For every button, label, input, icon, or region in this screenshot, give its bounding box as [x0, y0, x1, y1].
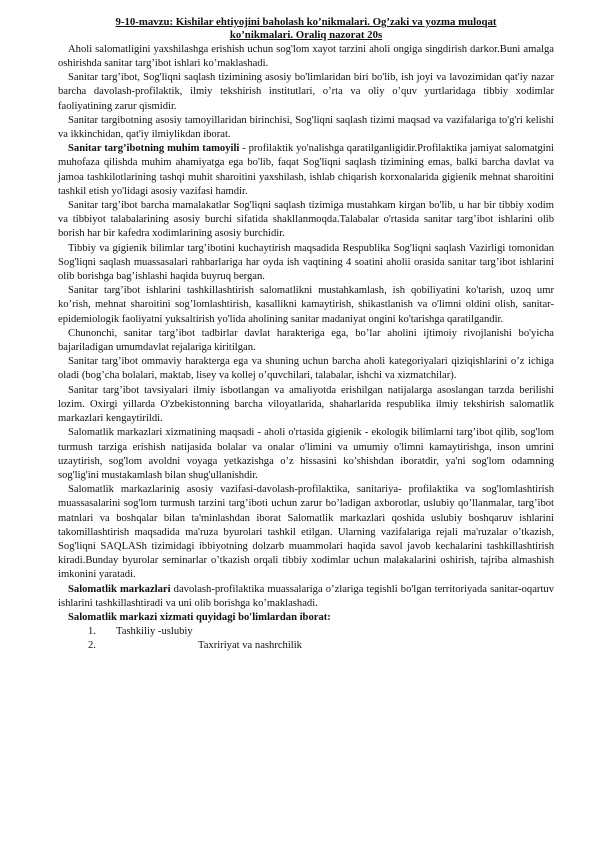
paragraph	[58, 355, 554, 383]
paragraph	[58, 384, 554, 427]
paragraph	[58, 43, 554, 71]
list-item	[58, 639, 554, 653]
paragraph	[58, 284, 554, 327]
paragraph-text: Chunonchi, sanitar targ’ibot tadbirlar davlat harakteriga ega, bo’lar aholini ijtimoiy rivojlanishi bo'yicha bajariladigan umumdavlat rejalariga kiritilgan.	[58, 327, 554, 354]
paragraph-text: davolash-profilaktika muassalariga o’zlariga tegishli bo'lgan territoriyada sanitar-oqartuv ishlarini tashkillashtiradi va uni olib borishga ko’maklashadi.	[58, 583, 554, 609]
paragraph	[58, 483, 554, 582]
paragraph-bold-lead: Salomatlik markazi xizmati quyidagi bo'limlardan iborat:	[68, 611, 331, 623]
title-line-2: ko’nikmalari. Oraliq nazorat 20s	[229, 29, 383, 42]
paragraph	[58, 583, 554, 611]
paragraph	[58, 327, 554, 355]
paragraph-text: Sanitar targ’ibot barcha mamalakatlar Sog'liqni saqlash tizimiga mustahkam kirgan bo'lib, u har bir tibbiy xodim va tibbiyot talabalarining asosiy burchi sifatida shakllanmoqda.Talabalar o'rtasida sanitar targ’ibot ishlarini olib borish har bir kafedra xodimlarining asosiy burchidir.	[58, 200, 554, 240]
paragraph	[58, 114, 554, 142]
paragraph-bold-lead: Salomatlik markazlari	[68, 583, 171, 595]
paragraph-text: - profilaktik yo'nalishga qaratilganligidir.Profilaktika jamiyat salomatgini muhofaza qilishda muhim ahamiyatga ega bo'lib, faqat Sog'liqni saqlash tizimining emas, balki barcha davlat va jamoa tashkilotlarining tashqi muhit sharoitini yaxshilash, ishlab chiqarish korxonalarida gigienik mehnat sharoitini tashkil etish yo'lidagi asosiy vazifasi hamdir.	[58, 143, 554, 197]
body-text	[58, 43, 554, 625]
paragraph-text: Sanitar targ’ibot ishlarini tashkillashtirish salomatlikni mustahkamlash, ish qobiliyatini ko'tarish, uzoq umr ko’rish, mehnat sharoitini sog’lomlashtirish, kasallikni kamaytirish, shikastlanish va o'limni oldini olish, sanitar-epidemiologik faoliyatni yuksaltirish yo'lida aholining sanitar madaniyat ongini ko'tarishga qaratilgandir.	[58, 285, 554, 325]
sections-list	[58, 625, 554, 653]
paragraph-text: Salomatlik markazlari xizmatining maqsadi - aholi o'rtasida gigienik - ekologik bilimlarni targ’ibot qilib, sog'lom turmush tarziga erishish natijasida bolalar va onalar o'limini va umumiy o'limni kamaytirishga, inson umrini uzaytirish, sog'lom avoldni voyaga yetkazishga o’z hissasini ko’shishdan iboratdir, ya'ni sog'lom odamning sog'lig'ini mustakamlash bilan shug'ullanishdir.	[58, 427, 554, 481]
paragraph-text: Salomatlik markazlarinig asosiy vazifasi-davolash-profilaktika, sanitariya- profilaktika va sog'lomlashtirish muassasalarini sog'lom turmush tarzini targ’iboti uchun zarur bo’ladigan axborotlar, uslubiy qo’llanmalar, targ’ibot matnlari va boshqalar bilan ta'minlashdan iborat Salomatlik markazlari qoshida uslubiy boshqaruv ishlarini takomillashtirish maqsadida ma'ruza byurolari tashkil etilgan. Ularning vazifalariga rejali ma'ruzalar o’tkazish, Sog'liqni SAQLASh tizimidagi ibbiyotning dolzarb muammolari haqida savol javob kechalarini tashkillashtirish kiradi.Bunday byurolar seminarlar o’tkazish orqali tibbiy xodimlar uchun malakalarini oshirish, tajriba almashish imkonini yaratadi.	[58, 484, 554, 581]
document-title	[58, 16, 554, 43]
paragraph-text: Aholi salomatligini yaxshilashga erishish uchun sog'lom xayot tarzini aholi ongiga singdirish darkor.Buni amalga oshirishda sanitar targ’ibot ishlari ko’maklashadi.	[58, 43, 554, 70]
paragraph	[58, 611, 554, 625]
paragraph-text: Sanitar targ’ibot ommaviy harakterga ega va shuning uchun barcha aholi kategoriyalari qiziqishlarini o’z ichiga oladi (bog’cha bolalari, maktab, lisey va kollej o’quvchilari, talabalar, ishchi va xizmatchilar).	[58, 356, 554, 382]
paragraph	[58, 199, 554, 242]
paragraph	[58, 142, 554, 199]
title-line-1: 9-10-mavzu: Kishilar ehtiyojini baholash ko’nikmalari. Og’zaki va yozma muloqat	[115, 16, 497, 28]
list-item-text: Taxririyat va nashrchilik	[198, 640, 302, 652]
paragraph-text: Sanitar targ’ibot tavsiyalari ilmiy isbotlangan va amaliyotda erishilgan natijalarga asoslangan tarzda berilishi lozim. Oxirgi yillarda O'zbekistonning barcha viloyatlarida, shaharlarida respublika ilmiy tekshirish salomatlik markazlari kengaytirildi.	[58, 384, 554, 425]
paragraph	[58, 426, 554, 483]
paragraph	[58, 71, 554, 114]
paragraph-text: Sanitar targibotning asosiy tamoyillaridan birinchisi, Sog'liqni saqlash tizimi maqsad va vazifalariga to'g'ri kelishi va ikkinchidan, qat'iy ilmiylikdan iborat.	[58, 114, 554, 141]
paragraph-text: Tibbiy va gigienik bilimlar targ’ibotini kuchaytirish maqsadida Respublika Sog'liqni saqlash Vazirligi tomonidan Sog'liqni saqlash muassasalari rahbarlariga har oyda ish vaqtining 4 soatini aholii orasida sanitar targ’ibot ishlarini olib borishga bag’ishlashi haqida buyruq bergan.	[58, 242, 554, 283]
list-item	[58, 625, 554, 639]
paragraph-bold-lead: Sanitar targ’ibotning muhim tamoyili	[68, 143, 240, 155]
list-item-number: 2.	[88, 640, 96, 652]
list-item-number: 1.	[88, 626, 96, 638]
list-item-text: Tashkiliy -uslubiy	[116, 626, 193, 638]
paragraph-text: Sanitar targ’ibot, Sog'liqni saqlash tizimining asosiy bo'limlaridan biri bo'lib, ish joyi va lavozimidan qat'iy nazar barcha davolash-profilaktik, ilmiy tekshirish institutlari, o’rta va oliy o’quv yurtlaridaga tibbiy xodimlar faoliyatining zarur qismidir.	[58, 72, 554, 112]
paragraph	[58, 242, 554, 285]
